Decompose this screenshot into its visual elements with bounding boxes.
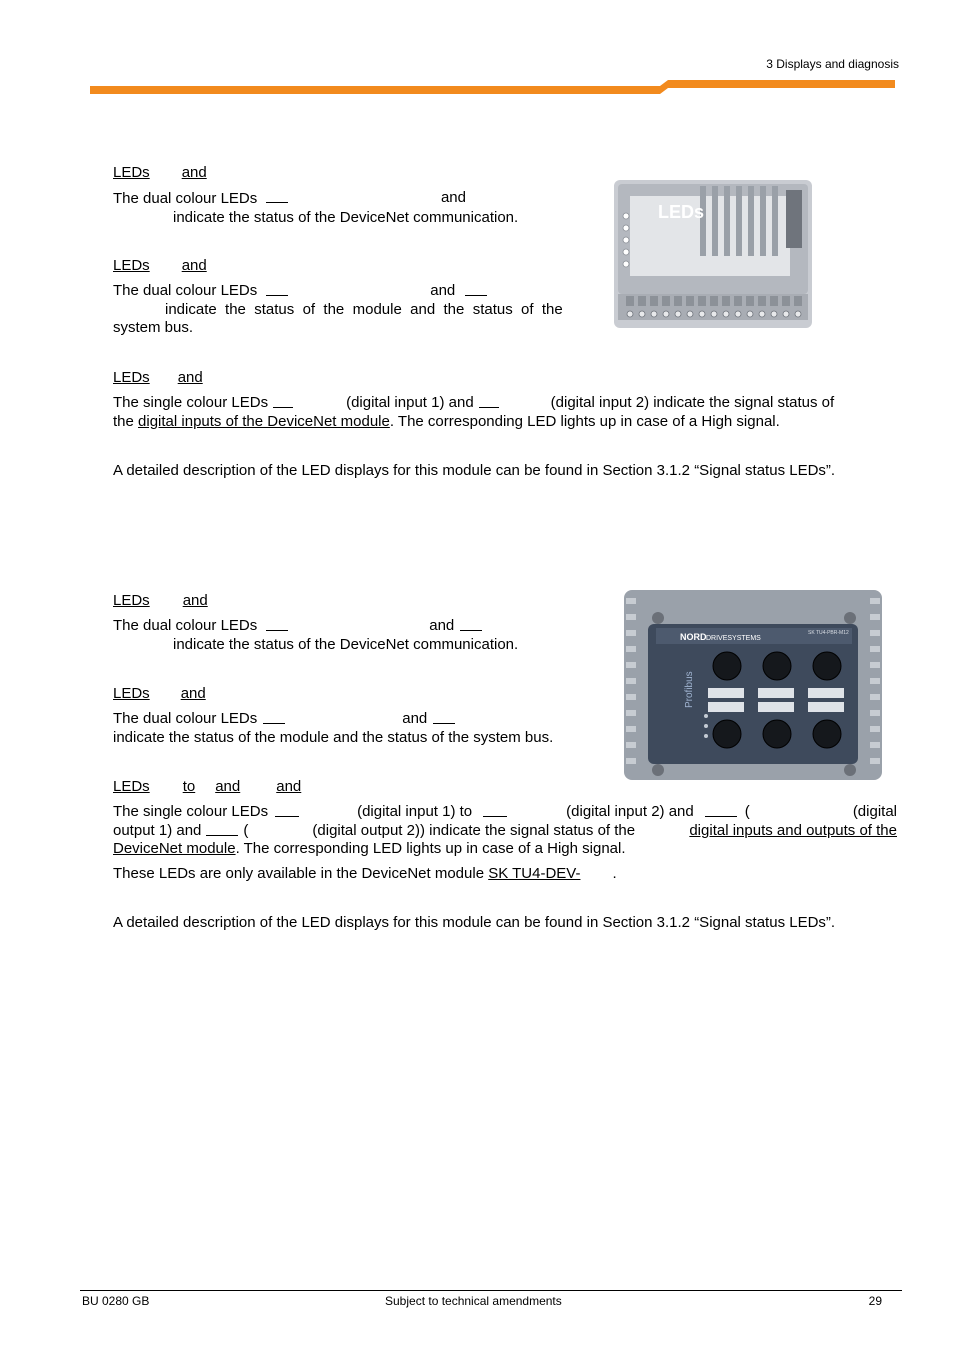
digital-io-link-part2[interactable]: DeviceNet module <box>113 840 236 857</box>
block6-text-l2b: ( <box>243 821 249 839</box>
heading-and-2: and <box>276 778 302 795</box>
heading-and: and <box>181 164 207 181</box>
block6-paragraph <box>113 803 897 859</box>
block2-paragraph <box>113 282 569 338</box>
block3-text-di2: (digital input 2) indicate the signal status of <box>550 394 835 411</box>
block2-text-and: and <box>430 282 456 299</box>
block1-text-b: indicate the status of the DeviceNet communication. <box>173 208 519 226</box>
blank-led <box>266 617 288 631</box>
block5-text-a: The dual colour LEDs <box>113 710 258 727</box>
block4-text-and: and <box>429 617 455 634</box>
block1-paragraph <box>113 189 573 227</box>
block5-paragraph <box>113 710 593 747</box>
heading-and-1: and <box>215 778 241 795</box>
block1-heading <box>113 164 233 181</box>
block6-text-di2: (digital input 2) and <box>566 803 694 820</box>
heading-and: and <box>181 257 207 274</box>
block1-text-a: The dual colour LEDs <box>113 190 258 207</box>
heading-to: to <box>182 778 196 795</box>
image1-overlay-text: LEDs <box>658 202 705 222</box>
block6-heading <box>113 778 338 795</box>
blank-led <box>465 282 487 296</box>
footer-page-number: 29 <box>868 1294 882 1308</box>
block5-heading <box>113 685 232 702</box>
heading-leds: LEDs <box>113 257 150 274</box>
blank-led <box>483 803 507 817</box>
image2-brand: NORD <box>680 632 707 642</box>
heading-and: and <box>182 592 208 609</box>
block6-text-rest: . The corresponding LED lights up in case of a High signal. <box>235 840 626 857</box>
image2-brand-sub: DRIVESYSTEMS <box>706 635 761 642</box>
heading-leds: LEDs <box>113 778 150 795</box>
block4-paragraph <box>113 617 573 654</box>
block6-text-a: The single colour LEDs <box>113 803 269 820</box>
header-accent-bar <box>90 80 895 94</box>
digital-inputs-link[interactable]: digital inputs of the DeviceNet module <box>138 412 390 430</box>
block6-p2-end: . <box>612 865 617 882</box>
block6-text-paren: ( <box>744 803 750 820</box>
blank-led <box>460 617 482 631</box>
devicenet-module-image <box>610 176 814 331</box>
blank-led <box>206 822 238 836</box>
footer-doc-id: BU 0280 GB <box>82 1294 150 1308</box>
block2-heading <box>113 257 233 274</box>
detail-note-2: A detailed description of the LED displays for this module can be found in Section 3.1.2 “Signal status LEDs”. <box>113 914 836 931</box>
detail-note-1: A detailed description of the LED displays for this module can be found in Section 3.1.2 “Signal status LEDs”. <box>113 462 836 479</box>
heading-leds: LEDs <box>113 592 150 609</box>
block3-heading <box>113 369 228 386</box>
blank-led <box>479 394 499 408</box>
image2-model: SK TU4-PBR-M12 <box>808 630 849 636</box>
heading-leds: LEDs <box>113 164 150 181</box>
block2-text-a: The dual colour LEDs <box>113 282 258 299</box>
sk-tu4-dev-link[interactable]: SK TU4-DEV- <box>488 865 581 882</box>
block1-text-and: and <box>440 189 466 206</box>
block3-paragraph <box>113 394 897 431</box>
blank-led <box>273 394 293 408</box>
block4-text-a: The dual colour LEDs <box>113 617 258 634</box>
block5-text-and: and <box>402 710 428 727</box>
block6-text-digital: (digital <box>852 803 897 820</box>
blank-led <box>263 710 285 724</box>
heading-leds: LEDs <box>113 369 150 386</box>
blank-led <box>705 803 737 817</box>
blank-led <box>266 282 288 296</box>
block3-text-rest: . The corresponding LED lights up in case of a High signal. <box>389 412 780 430</box>
footer-divider <box>80 1290 902 1291</box>
profibus-module-image <box>622 588 884 782</box>
block6-text-di1: (digital input 1) to <box>357 803 473 820</box>
block3-text-di1: (digital input 1) and <box>346 394 474 411</box>
block4-heading <box>113 592 234 609</box>
block3-text-a: The single colour LEDs <box>113 394 269 411</box>
block6-text-l2c: (digital output 2)) indicate the signal status of the <box>312 821 636 839</box>
heading-and: and <box>177 369 203 386</box>
block2-text-b: indicate the status of the module and the status of the <box>165 300 563 318</box>
block5-text-b: indicate the status of the module and the status of the system bus. <box>113 728 554 746</box>
block6-text-l2a: output 1) and <box>113 821 202 839</box>
blank-led <box>275 803 299 817</box>
block2-text-c: system bus. <box>113 319 194 336</box>
digital-io-link-part1[interactable]: digital inputs and outputs of the <box>689 821 897 839</box>
image2-side-label: Profibus <box>684 671 695 708</box>
block3-text-the: the <box>113 412 134 430</box>
block6-p2-text: These LEDs are only available in the DeviceNet module <box>113 865 485 882</box>
block4-text-b: indicate the status of the DeviceNet communication. <box>173 635 519 653</box>
heading-and: and <box>180 685 206 702</box>
header-section-title: 3 Displays and diagnosis <box>766 57 899 71</box>
blank-led <box>266 189 288 203</box>
footer-notice: Subject to technical amendments <box>385 1294 562 1308</box>
blank-led <box>433 710 455 724</box>
block6-availability-note <box>113 865 617 884</box>
heading-leds: LEDs <box>113 685 150 702</box>
